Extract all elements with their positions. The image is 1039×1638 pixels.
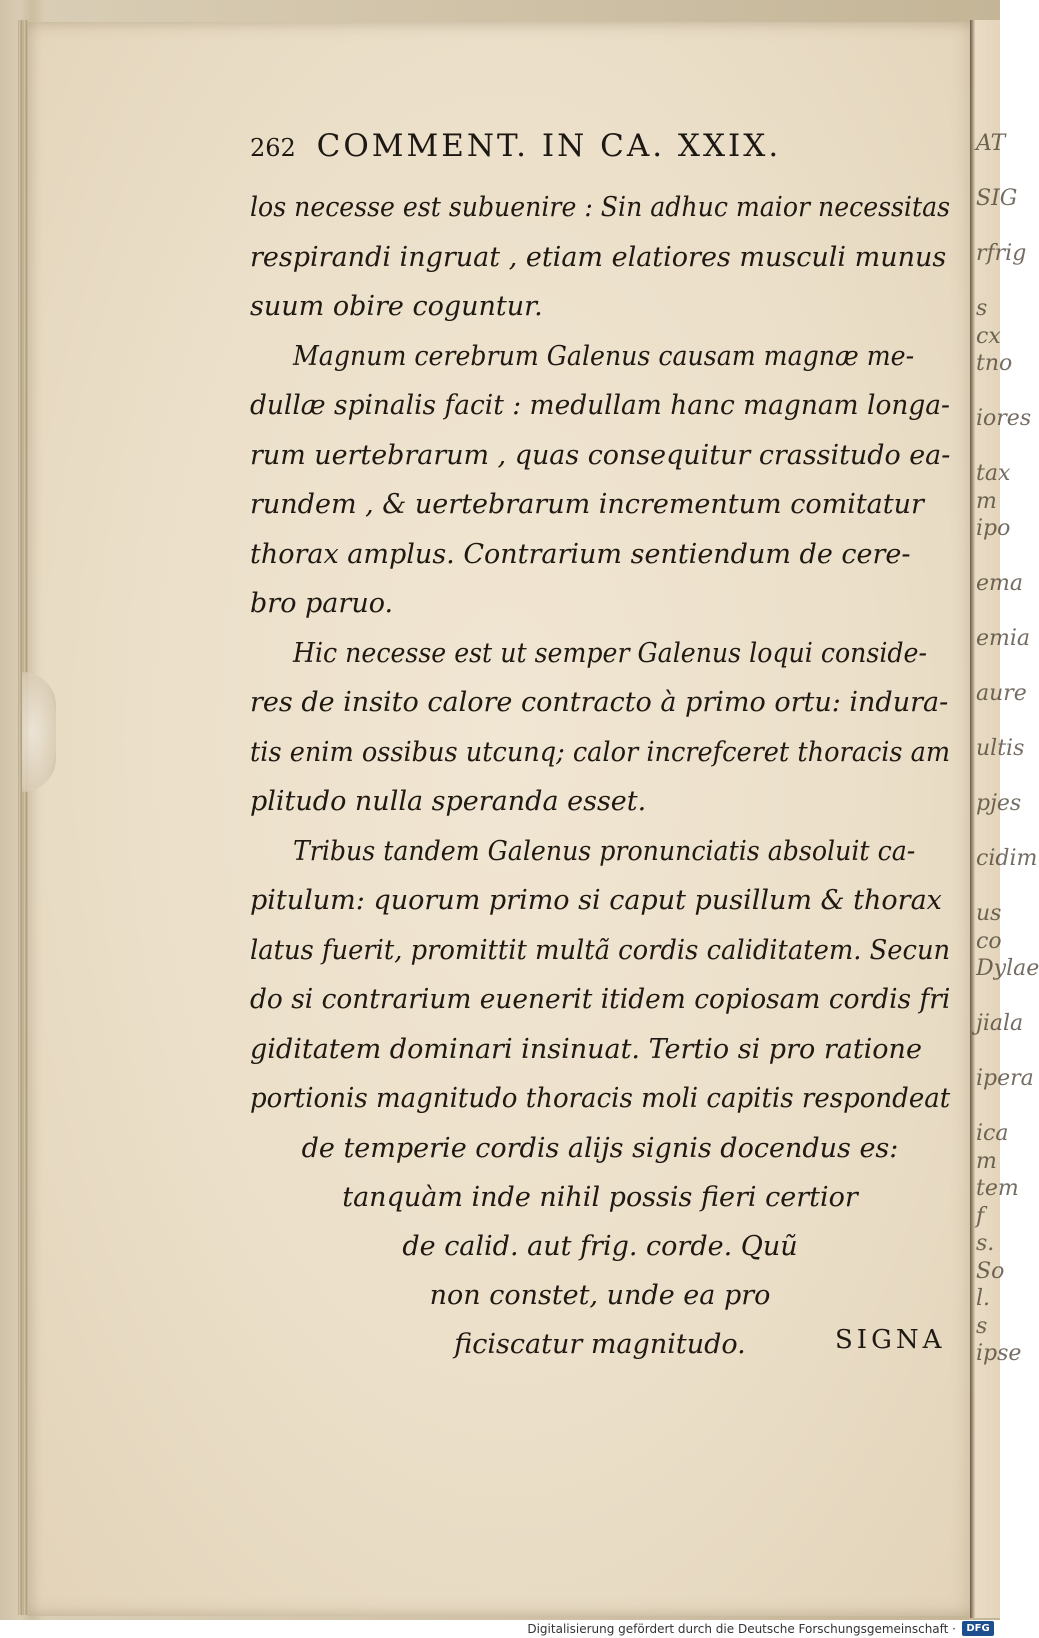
next-page-fragment: s cx <box>976 296 1001 349</box>
next-page-fragment: tem f <box>976 1176 1019 1229</box>
text-line: dullæ spinalis facit : medullam hanc magnam longa- <box>250 390 950 421</box>
text-line: res de insito calore contracto à primo ortu: indura- <box>250 687 949 718</box>
catchword: SIGNA <box>835 1325 946 1355</box>
next-page-fragment: ema <box>976 571 1023 596</box>
next-page-fragment: Dylae <box>976 956 1039 981</box>
text-line: rum uertebrarum , quas consequitur crassitudo ea- <box>250 439 951 471</box>
next-page-fragment: ipse <box>976 1341 1022 1366</box>
next-page-fragment: pjes <box>976 791 1022 816</box>
next-page-fragment: tno <box>976 351 1013 376</box>
next-page-fragment: AT <box>976 131 1006 156</box>
taper-line: de temperie cordis alijs signis docendus es: <box>301 1132 899 1164</box>
next-page-fragment: jiala <box>976 1011 1024 1036</box>
footer-credit: Digitalisierung gefördert durch die Deutsche Forschungsgemeinschaft · <box>527 1622 956 1636</box>
next-page-fragment: tax m <box>976 461 1011 514</box>
next-page-fragment: cidim <box>976 846 1038 871</box>
text-line: los necesse est subuenire : Sin adhuc maior necessitas <box>250 192 951 223</box>
taper-line: de calid. aut frig. corde. Quũ <box>402 1230 798 1262</box>
text-line: do si contrarium euenerit itidem copiosam cordis fri <box>250 984 951 1015</box>
text-line: bro paruo. <box>250 588 394 619</box>
next-page-fragment: aure <box>976 681 1027 706</box>
next-page-fragment: ica m <box>976 1121 1009 1174</box>
next-page-fragment: us co <box>976 901 1002 954</box>
text-line: rundem , & uertebrarum incrementum comitatur <box>250 489 924 520</box>
next-page-fragment: SIG <box>976 186 1018 211</box>
taper-line: ficiscatur magnitudo. <box>454 1328 746 1360</box>
next-page-fragment: iores <box>976 406 1032 431</box>
text-line: plitudo nulla speranda esset. <box>250 786 647 817</box>
taper-line: tanquàm inde nihil possis fieri certior <box>342 1181 858 1213</box>
text-line: giditatem dominari insinuat. Tertio si pro ratione <box>250 1033 922 1065</box>
next-page-fragment: rfrig <box>976 241 1027 266</box>
text-line: respirandi ingruat , etiam elatiores musculi munus <box>250 241 947 273</box>
next-page-fragment: ipo <box>976 516 1011 541</box>
footer-bar <box>0 1620 1000 1638</box>
next-page-fragment: emia <box>976 626 1031 651</box>
next-page-fragment: l. s <box>976 1286 991 1339</box>
page-edges <box>18 20 28 1615</box>
page-number: 262 <box>250 134 296 162</box>
text-line: pitulum: quorum primo si caput pusillum & thorax <box>250 885 942 916</box>
next-page-fragment: ipera <box>976 1066 1034 1091</box>
next-page-fragment: ultis <box>976 736 1025 761</box>
taper-line: non constet, unde ea pro <box>429 1279 771 1311</box>
text-line: Hic necesse est ut semper Galenus loqui conside- <box>292 637 927 669</box>
text-line: suum obire coguntur. <box>250 291 543 322</box>
next-page-fragment: s. So <box>976 1231 1005 1284</box>
page-clasp-shadow <box>22 672 56 792</box>
running-header <box>250 128 781 164</box>
dfg-logo: DFG <box>962 1621 994 1636</box>
text-line: Magnum cerebrum Galenus causam magnæ me- <box>292 340 915 372</box>
text-line: thorax amplus. Contrarium sentiendum de cere- <box>250 538 911 570</box>
text-line: tis enim ossibus utcunq; calor increfceret thoracis am <box>250 736 951 768</box>
body-text <box>250 183 950 1371</box>
running-title: COMMENT. IN CA. XXIX. <box>316 128 782 164</box>
text-line: Tribus tandem Galenus pronunciatis absoluit ca- <box>292 835 916 867</box>
text-line: portionis magnitudo thoracis moli capitis respondeat <box>250 1083 951 1114</box>
next-page-edge <box>970 20 1039 1618</box>
text-line: latus fuerit, promittit multã cordis caliditatem. Secun <box>250 934 951 966</box>
